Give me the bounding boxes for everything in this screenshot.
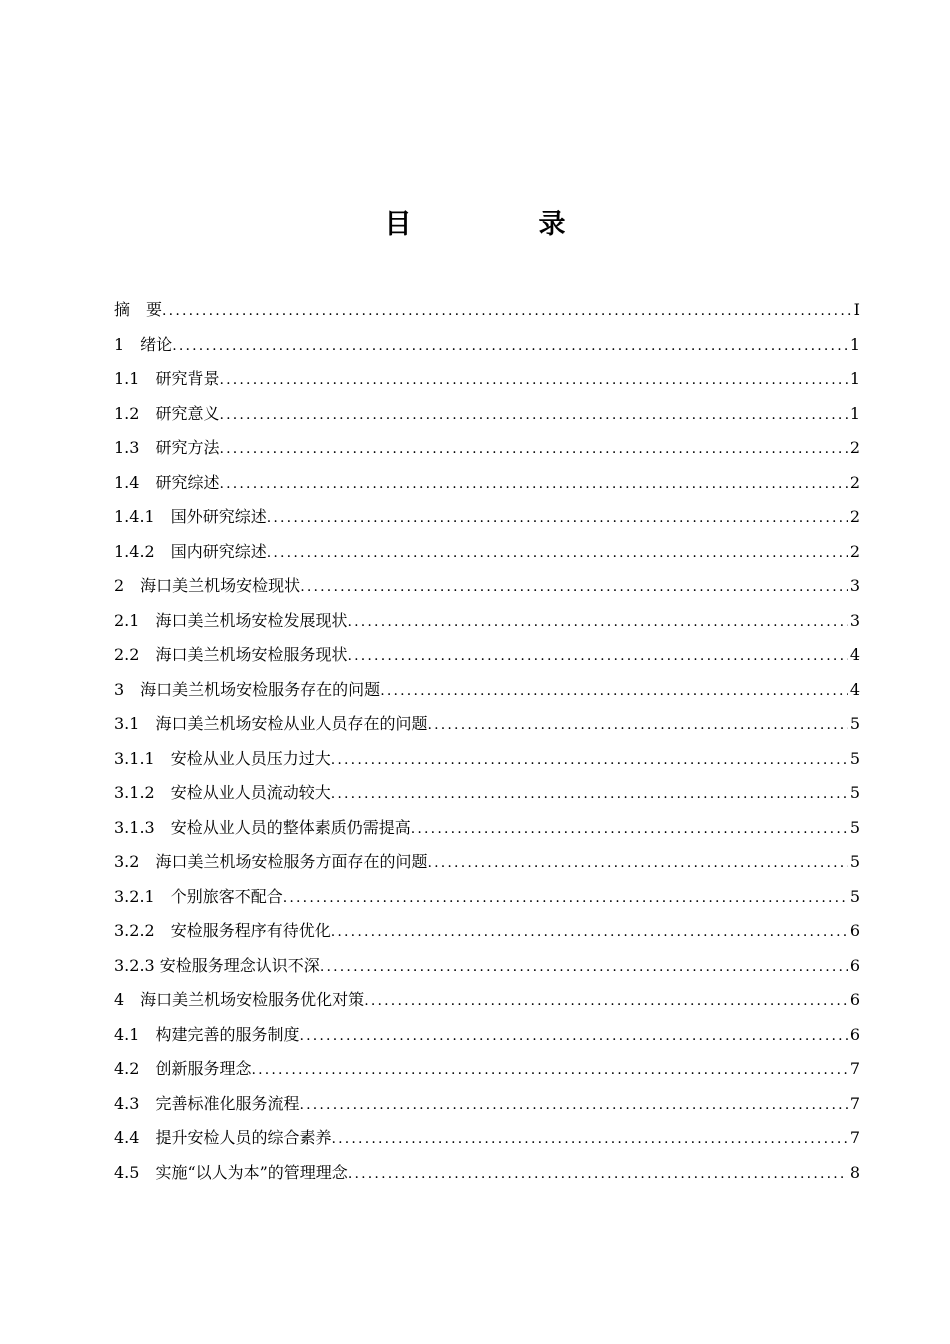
toc-leader [267, 536, 848, 570]
toc-entry-label: 1.4.1 国外研究综述 [114, 507, 267, 526]
toc-entry-page: 1 [849, 369, 860, 388]
toc-entry-label: 4.5 实施“以人为本”的管理理念 [114, 1162, 348, 1182]
toc-entry-page: 5 [849, 783, 860, 802]
toc-entry[interactable] [114, 431, 860, 466]
toc-entry-page: 1 [849, 334, 860, 354]
toc-leader [364, 984, 848, 1018]
toc-entry-page: 4 [849, 645, 860, 664]
toc-entry[interactable] [114, 638, 860, 673]
toc-entry-page: 2 [849, 507, 860, 526]
toc-entry[interactable] [114, 949, 860, 984]
toc-leader [267, 501, 848, 535]
page-title: 目 录 [384, 209, 616, 240]
toc-entry[interactable] [114, 880, 860, 915]
toc-entry-label: 3 海口美兰机场安检服务存在的问题 [114, 679, 381, 699]
toc-leader [283, 881, 848, 915]
toc-entry-page: 2 [849, 438, 860, 457]
toc-entry-label: 1.4 研究综述 [114, 472, 220, 492]
toc-entry-page: 5 [849, 886, 860, 906]
toc-entry[interactable] [114, 604, 860, 639]
toc-leader [347, 605, 847, 639]
toc-entry-page: 5 [849, 852, 860, 871]
toc-entry-page: 6 [849, 921, 860, 940]
toc-entry-page: 5 [849, 817, 860, 837]
toc-entry-page: 6 [849, 990, 860, 1009]
toc-leader [331, 743, 848, 777]
toc-leader [251, 1053, 847, 1087]
toc-entry[interactable] [114, 397, 860, 432]
toc-entry-label: 3.1.3 安检从业人员的整体素质仍需提高 [114, 817, 411, 837]
toc-entry[interactable] [114, 811, 860, 846]
toc-entry-label: 1.4.2 国内研究综述 [114, 541, 267, 561]
toc-leader [219, 398, 847, 432]
toc-entry[interactable] [114, 535, 860, 570]
toc-leader [300, 570, 848, 604]
toc-leader [411, 812, 848, 846]
toc-entry[interactable] [114, 328, 860, 363]
toc-entry-page: 1 [849, 403, 860, 423]
toc-entry[interactable] [114, 845, 860, 880]
toc-list [114, 293, 860, 1190]
toc-leader [331, 777, 848, 811]
toc-entry-label: 3.2.1 个别旅客不配合 [114, 886, 283, 906]
toc-entry-page: I [853, 300, 860, 319]
toc-entry-label: 摘 要 [114, 300, 163, 319]
toc-entry[interactable] [114, 914, 860, 949]
toc-entry-page: 8 [849, 1162, 860, 1182]
toc-entry-label: 3.1.1 安检从业人员压力过大 [114, 748, 331, 768]
toc-entry-label: 4.4 提升安检人员的综合素养 [114, 1128, 332, 1147]
toc-entry-page: 7 [849, 1059, 860, 1078]
toc-entry-label: 3.1.2 安检从业人员流动较大 [114, 783, 331, 802]
toc-leader [331, 915, 848, 949]
toc-entry-page: 6 [849, 955, 860, 975]
toc-entry[interactable] [114, 1052, 860, 1087]
toc-leader [348, 1157, 848, 1191]
toc-entry-page: 7 [849, 1128, 860, 1147]
toc-leader [299, 1088, 847, 1122]
toc-entry-label: 4.3 完善标准化服务流程 [114, 1093, 300, 1113]
toc-leader [331, 1122, 847, 1156]
toc-entry[interactable] [114, 983, 860, 1018]
toc-entry-label: 2 海口美兰机场安检现状 [114, 576, 301, 595]
toc-leader [219, 363, 847, 397]
toc-leader [219, 467, 847, 501]
toc-entry[interactable] [114, 362, 860, 397]
toc-leader [162, 294, 852, 328]
toc-leader [172, 329, 848, 363]
toc-entry-label: 3.1 海口美兰机场安检从业人员存在的问题 [114, 714, 428, 733]
toc-entry-page: 6 [849, 1024, 860, 1044]
toc-entry-label: 4 海口美兰机场安检服务优化对策 [114, 990, 365, 1009]
toc-entry-page: 3 [849, 610, 860, 630]
toc-entry-label: 1 绪论 [114, 334, 173, 354]
toc-entry-page: 7 [849, 1093, 860, 1113]
toc-entry-page: 3 [849, 576, 860, 595]
toc-entry[interactable] [114, 776, 860, 811]
toc-leader [427, 708, 847, 742]
toc-entry-label: 3.2.3 安检服务理念认识不深 [114, 955, 320, 975]
toc-entry-page: 4 [849, 679, 860, 699]
toc-entry-page: 5 [849, 748, 860, 768]
toc-entry-page: 5 [849, 714, 860, 733]
toc-entry-label: 1.2 研究意义 [114, 403, 220, 423]
toc-entry[interactable] [114, 569, 860, 604]
toc-entry-label: 4.2 创新服务理念 [114, 1059, 252, 1078]
toc-entry-label: 1.1 研究背景 [114, 369, 220, 388]
toc-entry[interactable] [114, 1121, 860, 1156]
toc-entry[interactable] [114, 293, 860, 328]
toc-entry[interactable] [114, 1018, 860, 1053]
toc-entry-label: 1.3 研究方法 [114, 438, 220, 457]
toc-entry[interactable] [114, 500, 860, 535]
toc-entry[interactable] [114, 673, 860, 708]
toc-leader [427, 846, 847, 880]
toc-leader [299, 1019, 847, 1053]
toc-entry[interactable] [114, 742, 860, 777]
toc-leader [219, 432, 847, 466]
toc-entry-page: 2 [849, 541, 860, 561]
toc-entry-label: 2.1 海口美兰机场安检发展现状 [114, 610, 348, 630]
toc-entry-label: 4.1 构建完善的服务制度 [114, 1024, 300, 1044]
toc-entry-page: 2 [849, 472, 860, 492]
toc-entry-label: 3.2 海口美兰机场安检服务方面存在的问题 [114, 852, 428, 871]
toc-entry-label: 2.2 海口美兰机场安检服务现状 [114, 645, 348, 664]
toc-leader [380, 674, 848, 708]
toc-entry-label: 3.2.2 安检服务程序有待优化 [114, 921, 331, 940]
toc-entry[interactable] [114, 1087, 860, 1122]
toc-entry[interactable] [114, 1156, 860, 1191]
toc-leader [320, 950, 848, 984]
toc-entry[interactable] [114, 707, 860, 742]
toc-entry[interactable] [114, 466, 860, 501]
toc-leader [347, 639, 847, 673]
